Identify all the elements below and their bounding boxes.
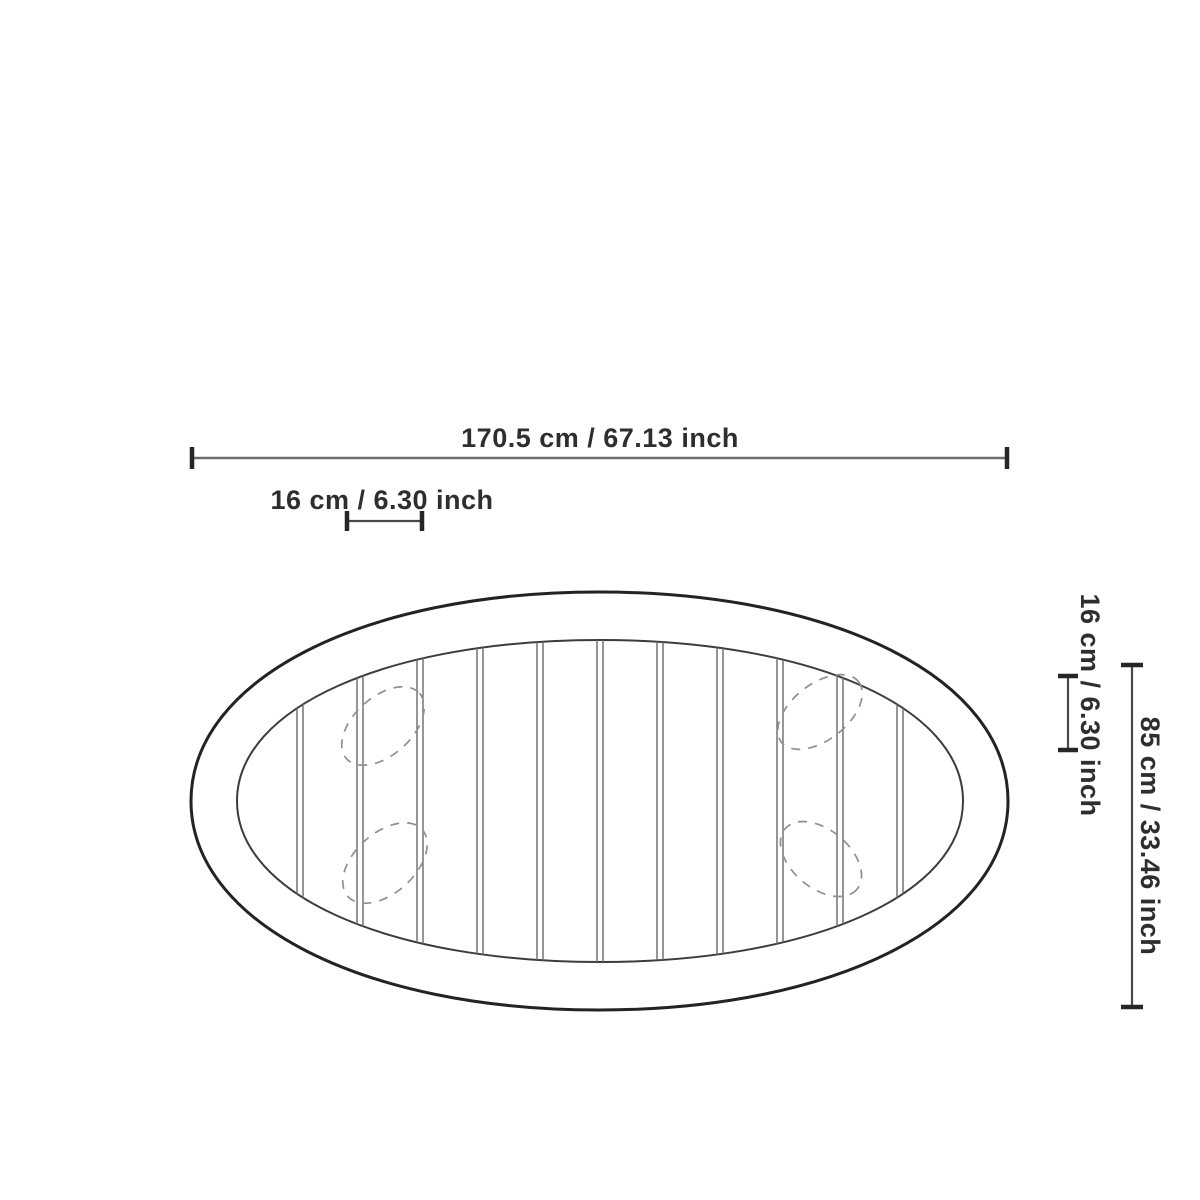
table-outer-edge xyxy=(191,592,1008,1010)
overall-width-dimension xyxy=(192,423,1007,469)
plank-width-side-label: 16 cm / 6.30 inch xyxy=(1075,593,1105,817)
leg-outlines xyxy=(327,660,876,919)
overall-depth-label: 85 cm / 33.46 inch xyxy=(1135,716,1165,956)
plank-width-top-label: 16 cm / 6.30 inch xyxy=(270,485,494,515)
leg-outline-ellipse-upper-right xyxy=(764,660,876,764)
leg-outline-ellipse-lower-left xyxy=(328,807,442,919)
table-top-view xyxy=(191,592,1008,1010)
plank-width-dimension-top xyxy=(270,485,493,531)
plank-gap-lines xyxy=(297,636,903,966)
overall-depth-dimension xyxy=(1121,665,1165,1007)
table-inner-edge xyxy=(237,640,963,962)
plank-width-dimension-side xyxy=(1058,593,1105,816)
leg-outline-ellipse-upper-left xyxy=(327,672,439,781)
overall-width-label: 170.5 cm / 67.13 inch xyxy=(461,423,739,453)
